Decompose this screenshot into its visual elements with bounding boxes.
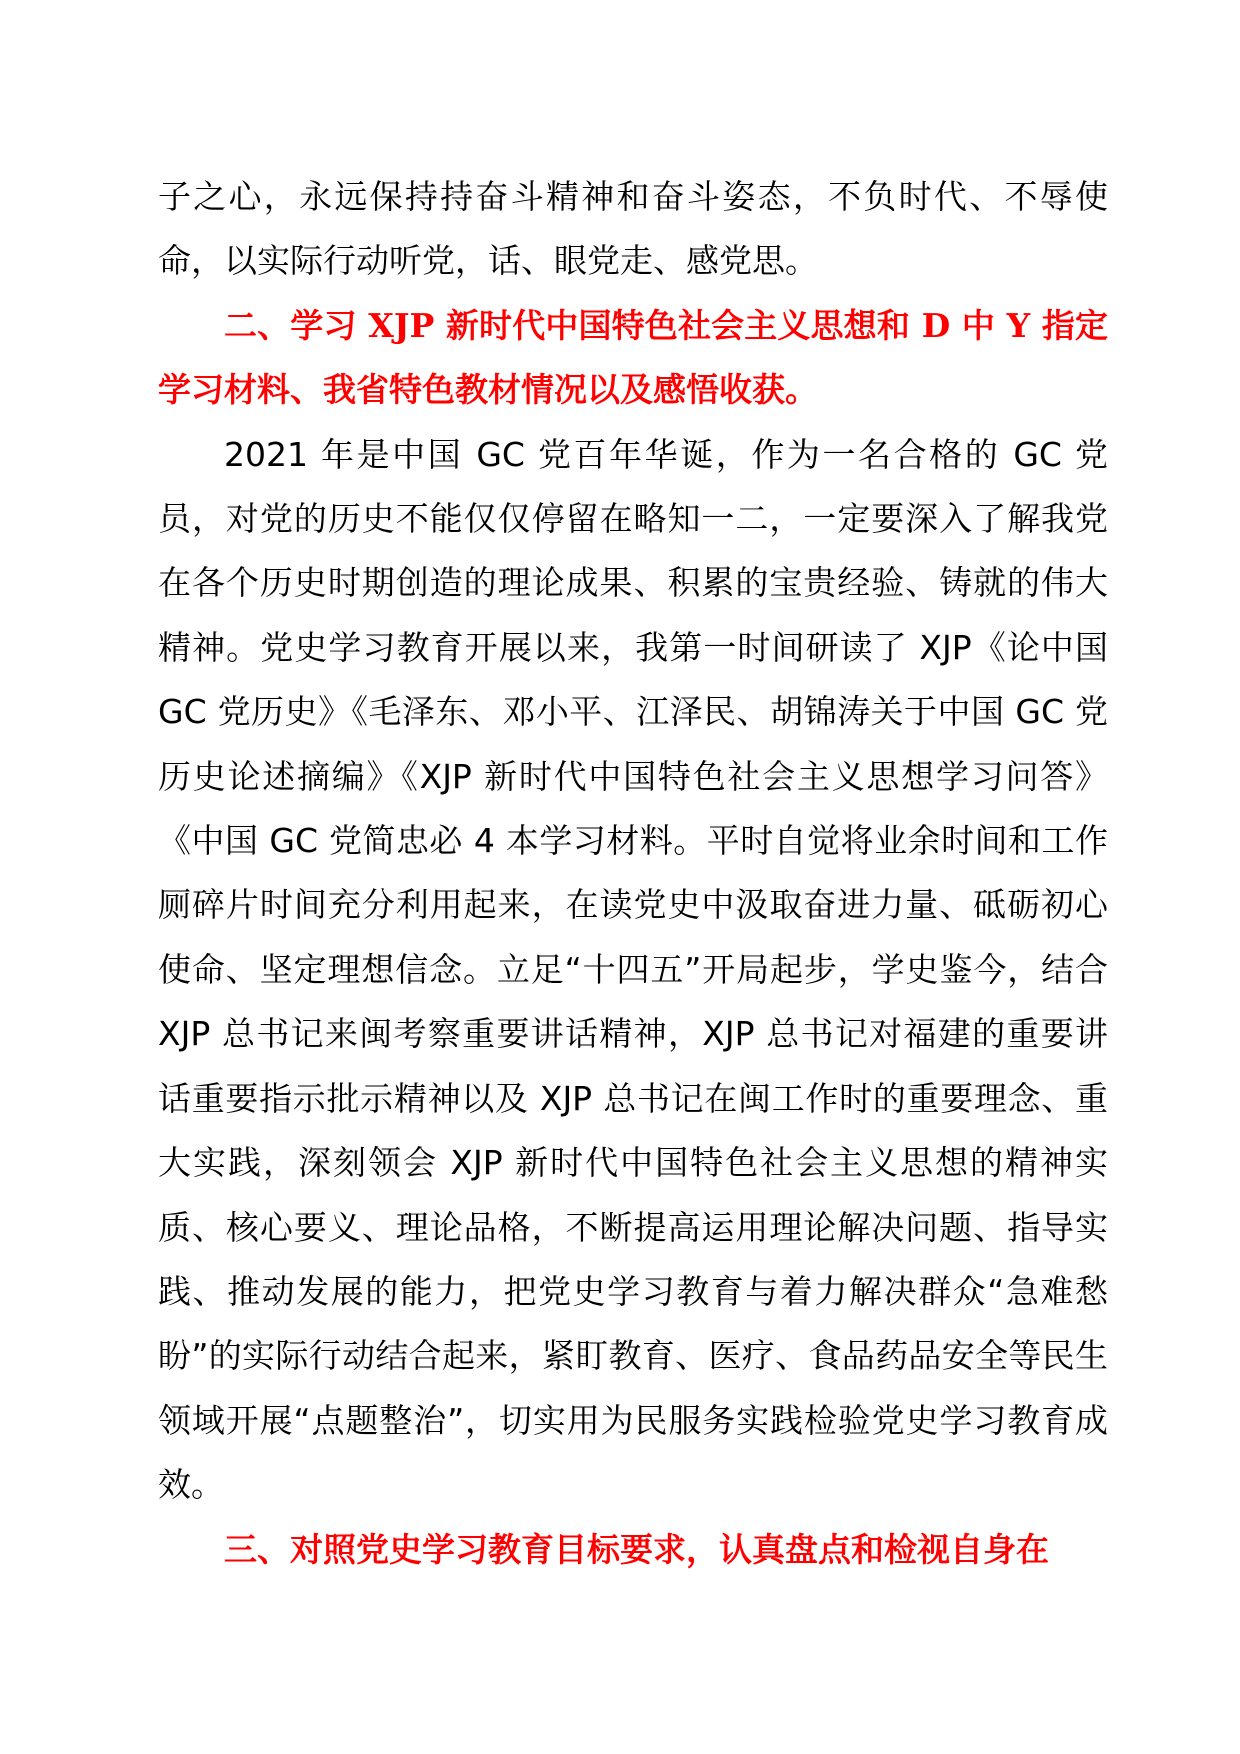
- body-paragraph-study: 2021 年是中国 GC 党百年华诞，作为一名合格的 GC 党员，对党的历史不能仅仅停留在略知一二，一定要深入了解我党在各个历史时期创造的理论成果、积累的宝贵经验、铸就的伟大精神。党史学习教育开展以来，我第一时间研读了 XJP《论中国 GC 党历史》《毛泽东、邓小平、江泽民、胡锦涛关于中国 GC 党历史论述摘编》《XJP 新时代中国特色社会主义思想学习问答》《中国 GC 党简忠必 4 本学习材料。平时自觉将业余时间和工作厕碎片时间充分利用起来，在读党史中汲取奋进力量、砥砺初心使命、坚定理想信念。立足“十四五”开局起步，学史鉴今，结合 XJP 总书记来闽考察重要讲话精神，XJP 总书记对福建的重要讲话重要指示批示精神以及 XJP 总书记在闽工作时的重要理念、重大实践，深刻领会 XJP 新时代中国特色社会主义思想的精神实质、核心要义、理论品格，不断提高运用理论解决问题、指导实践、推动发展的能力，把党史学习教育与着力解决群众“急难愁盼”的实际行动结合起来，紧盯教育、医疗、食品药品安全等民生领域开展“点题整治”，切实用为民服务实践检验党史学习教育成效。: [158, 434, 1108, 1505]
- section-heading-3: 三、对照党史学习教育目标要求，认真盘点和检视自身在: [224, 1529, 1049, 1569]
- body-paragraph-continued: 子之心，永远保持持奋斗精神和奋斗姿态，不负时代、不辱使命，以实际行动听党，话、眼党走、感党思。: [158, 177, 1108, 281]
- section-heading-2: 二、学习 XJP 新时代中国特色社会主义思想和 D 中 Y 指定学习材料、我省特色教材情况以及感悟收获。: [158, 305, 1108, 410]
- document-page: [158, 165, 1108, 1582]
